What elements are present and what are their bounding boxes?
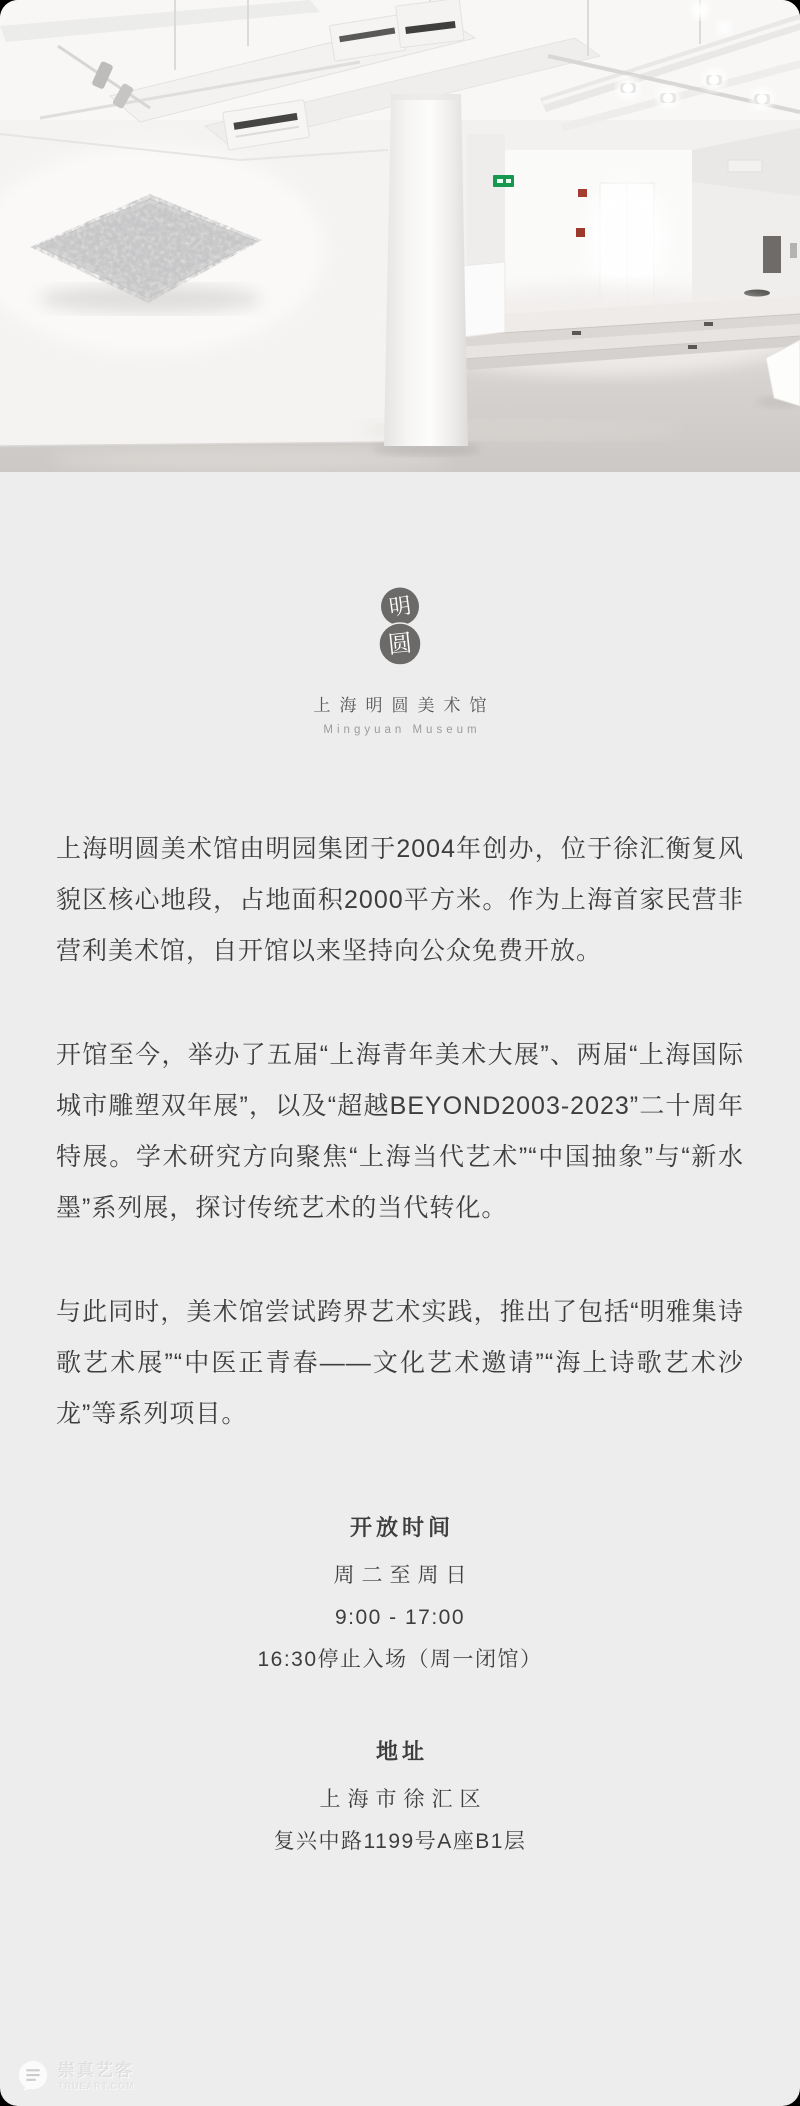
alarm-box xyxy=(576,228,585,237)
address-title: 地址 xyxy=(375,1739,428,1764)
hours-section xyxy=(0,1511,800,1681)
address-district: 上海市徐汇区 xyxy=(319,1788,488,1811)
about-paragraph-1: 上海明圆美术馆由明园集团于2004年创办，位于徐汇衡复风貌区核心地段，占地面积2000平方米。作为上海首家民营非营利美术馆，自开馆以来坚持向公众免费开放。 xyxy=(56,835,744,965)
address-section xyxy=(0,1735,800,1863)
gallery-photo-illustration xyxy=(0,0,800,472)
watermark-brand: 崇真艺客 xyxy=(58,2060,134,2080)
hours-time: 9:00 - 17:00 xyxy=(334,1606,466,1629)
address-street: 复兴中路1199号A座B1层 xyxy=(273,1830,527,1853)
gallery-photo xyxy=(0,0,800,472)
logo-mark-icon xyxy=(368,586,432,670)
logo-name-en: Mingyuan Museum xyxy=(323,724,481,736)
hours-note: 16:30停止入场（周一闭馆） xyxy=(257,1648,543,1671)
about-section xyxy=(0,824,800,1440)
watermark-site: TRUEART.COM xyxy=(58,2080,135,2091)
hours-title: 开放时间 xyxy=(349,1515,454,1540)
exit-sign-icon xyxy=(493,175,514,187)
ac-unit xyxy=(396,0,465,48)
hours-days: 周二至周日 xyxy=(333,1564,474,1587)
watermark-bubble-icon xyxy=(16,2059,50,2093)
far-painting xyxy=(763,236,781,273)
about-paragraph-2: 开馆至今，举办了五届“上海青年美术大展”、两届“上海国际城市雕塑双年展”，以及“超越BEYOND2003-2023”二十周年特展。学术研究方向聚焦“上海当代艺术”“中国抽象”与“新水墨”系列展，探讨传统艺术的当代转化。 xyxy=(56,1041,744,1222)
floor-object xyxy=(744,290,770,297)
logo-char-top: 明 xyxy=(387,593,413,622)
logo-name-zh: 上海明圆美术馆 xyxy=(313,696,496,715)
logo-char-bottom: 圆 xyxy=(386,628,414,660)
alarm-box xyxy=(578,189,587,197)
watermark-text xyxy=(58,2061,135,2092)
watermark xyxy=(16,2059,135,2093)
about-paragraph-3: 与此同时，美术馆尝试跨界艺术实践，推出了包括“明雅集诗歌艺术展”“中医正青春——文化艺术邀请”“海上诗歌艺术沙龙”等系列项目。 xyxy=(56,1298,744,1428)
museum-logo xyxy=(0,586,800,738)
